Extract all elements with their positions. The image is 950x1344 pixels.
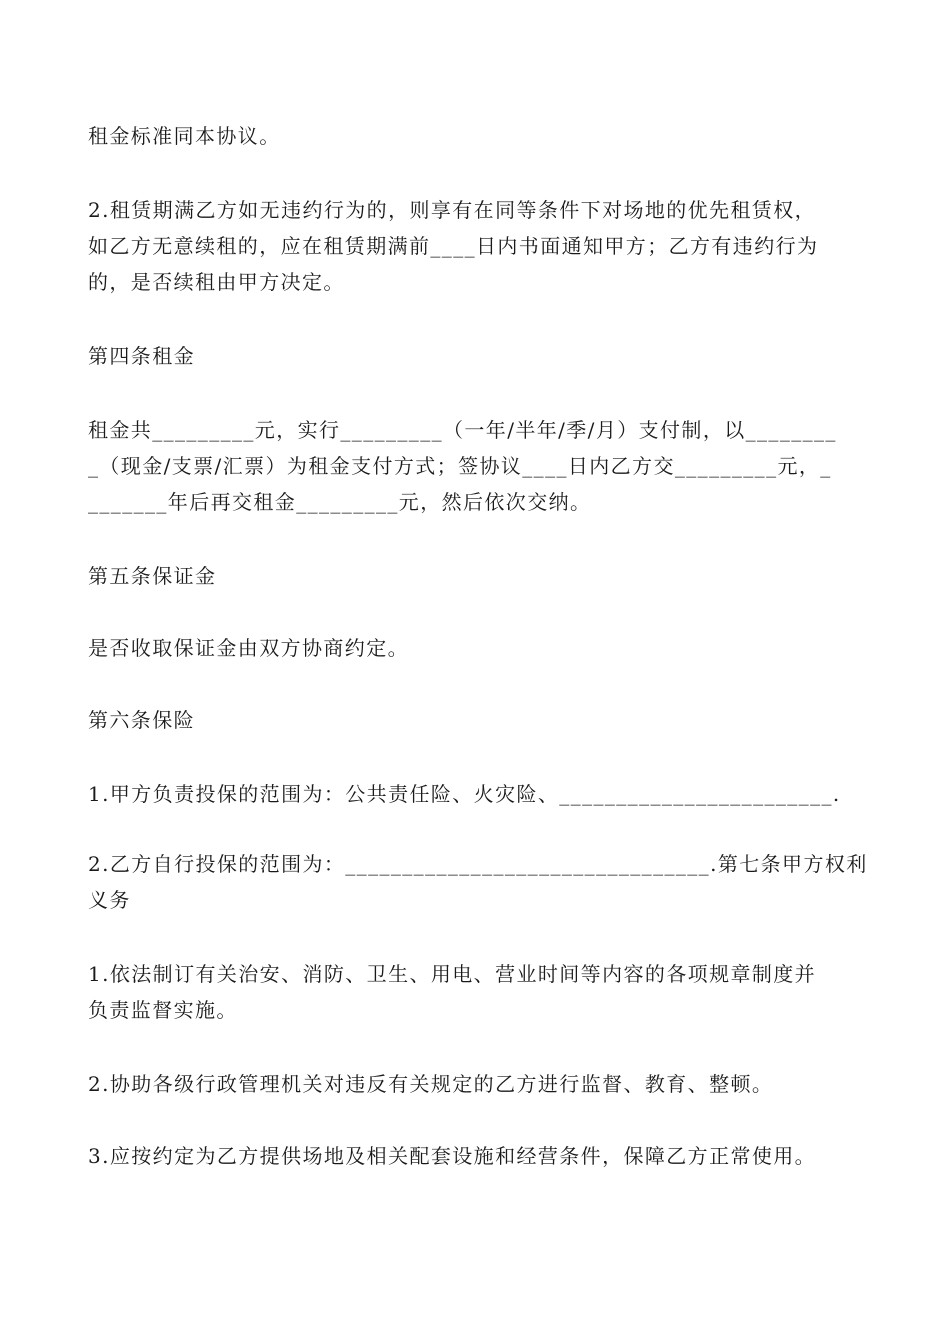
section-heading: 第五条保证金 — [88, 564, 217, 588]
text-line: 义务 — [88, 888, 131, 912]
heading-article-6 — [88, 702, 864, 738]
paragraph-deposit — [88, 630, 864, 666]
text-line: 2.乙方自行投保的范围为：________________________________.第七条甲方权利 — [88, 852, 868, 876]
text-line: 租金标准同本协议。 — [88, 124, 281, 148]
section-heading: 第六条保险 — [88, 708, 195, 732]
paragraph-rent-payment — [88, 412, 864, 520]
text-line: 租金共_________元，实行_________（一年/半年/季/月）支付制，以________ — [88, 418, 837, 442]
text-line: 负责监督实施。 — [88, 998, 238, 1022]
section-heading: 第四条租金 — [88, 344, 195, 368]
paragraph-assist-authorities — [88, 1066, 864, 1102]
text-line: 的，是否续租由甲方决定。 — [88, 270, 345, 294]
paragraph-renewal-priority — [88, 192, 864, 300]
text-line: 2.协助各级行政管理机关对违反有关规定的乙方进行监督、教育、整顿。 — [88, 1072, 774, 1096]
text-line: _（现金/支票/汇票）为租金支付方式；签协议____日内乙方交_________元，_ — [88, 454, 832, 478]
text-line: 如乙方无意续租的，应在租赁期满前____日内书面通知甲方；乙方有违约行为 — [88, 234, 819, 258]
paragraph-insurance-party-a — [88, 776, 864, 812]
text-line: 2.租赁期满乙方如无违约行为的，则享有在同等条件下对场地的优先租赁权， — [88, 198, 817, 222]
heading-article-4 — [88, 338, 864, 374]
text-line: _______年后再交租金_________元，然后依次交纳。 — [88, 490, 592, 514]
paragraph-rent-standard — [88, 118, 864, 154]
text-line: 3.应按约定为乙方提供场地及相关配套设施和经营条件，保障乙方正常使用。 — [88, 1144, 817, 1168]
paragraph-rules-enforcement — [88, 956, 864, 1028]
text-line: 1.依法制订有关治安、消防、卫生、用电、营业时间等内容的各项规章制度并 — [88, 962, 817, 986]
paragraph-provide-premises — [88, 1138, 864, 1174]
heading-article-5 — [88, 558, 864, 594]
paragraph-insurance-party-b — [88, 846, 868, 918]
text-line: 1.甲方负责投保的范围为：公共责任险、火灾险、________________________. — [88, 782, 841, 806]
text-line: 是否收取保证金由双方协商约定。 — [88, 636, 409, 660]
